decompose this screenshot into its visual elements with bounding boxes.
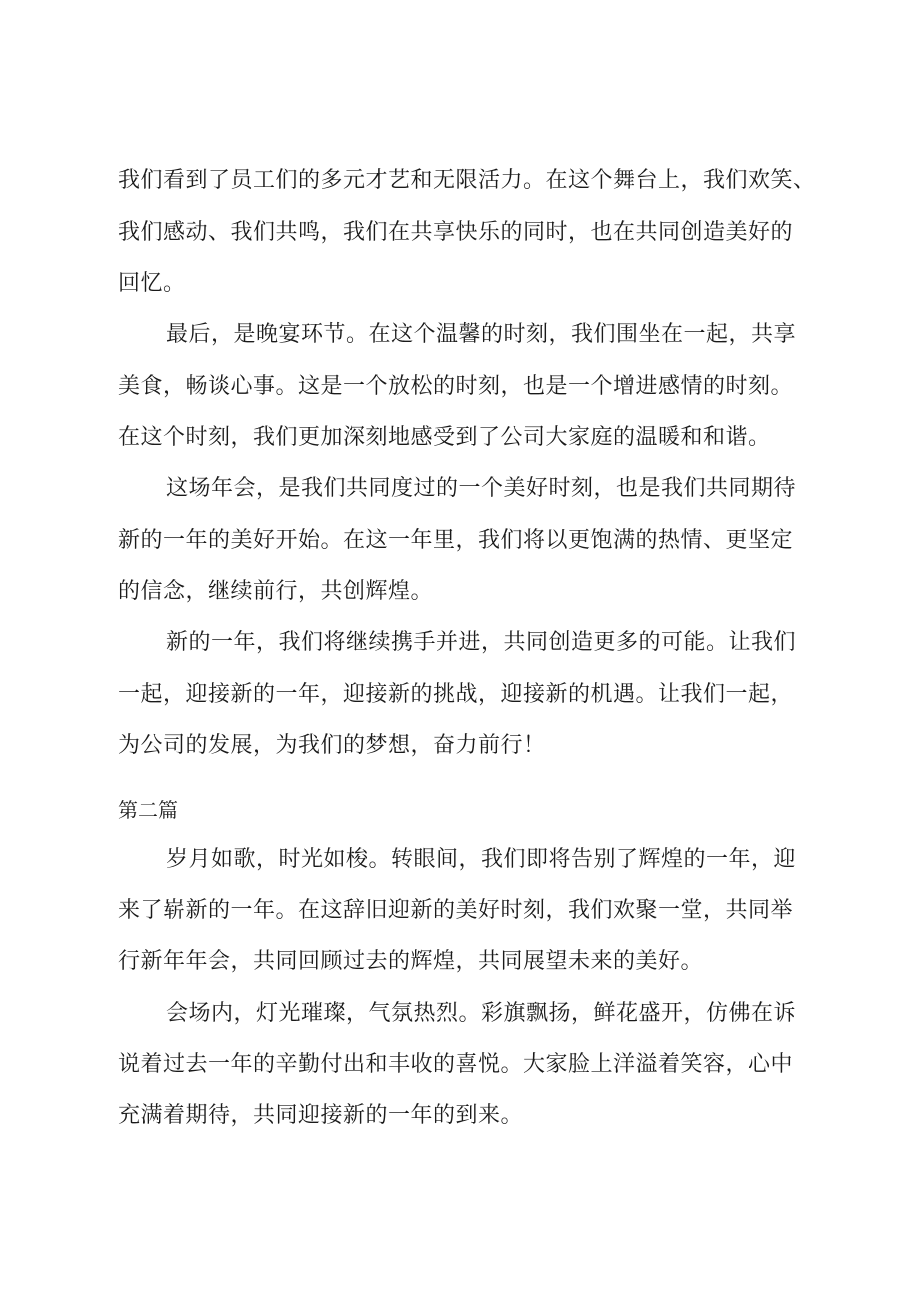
paragraph-line: 新的一年的美好开始。在这一年里，我们将以更饱满的热情、更坚定 [118,528,794,553]
paragraph-line: 会场内，灯光璀璨，气氛热烈。彩旗飘扬，鲜花盛开，仿佛在诉 [166,1001,797,1026]
paragraph-line: 充满着期待，共同迎接新的一年的到来。 [118,1103,524,1128]
paragraph-line: 新的一年，我们将继续携手并进，共同创造更多的可能。让我们 [166,630,797,655]
paragraph-line: 美食，畅谈心事。这是一个放松的时刻，也是一个增进感情的时刻。 [118,374,794,399]
paragraph-line: 这场年会，是我们共同度过的一个美好时刻，也是我们共同期待 [166,476,797,501]
paragraph-line: 我们看到了员工们的多元才艺和无限活力。在这个舞台上，我们欢笑、 [118,168,816,193]
paragraph-line: 在这个时刻，我们更加深刻地感受到了公司大家庭的温暖和和谐。 [118,425,771,450]
section-heading: 第二篇 [118,798,178,822]
paragraph-line: 来了崭新的一年。在这辞旧迎新的美好时刻，我们欢聚一堂，共同举 [118,898,794,923]
paragraph-line: 一起，迎接新的一年，迎接新的挑战，迎接新的机遇。让我们一起， [118,682,794,707]
paragraph-line: 回忆。 [118,271,186,296]
paragraph-line: 为公司的发展，为我们的梦想，奋力前行！ [118,733,546,758]
paragraph-line: 说着过去一年的辛勤付出和丰收的喜悦。大家脸上洋溢着笑容，心中 [118,1052,794,1077]
paragraph-line: 行新年年会，共同回顾过去的辉煌，共同展望未来的美好。 [118,949,704,974]
paragraph-line: 我们感动、我们共鸣，我们在共享快乐的同时，也在共同创造美好的 [118,220,794,245]
paragraph-line: 岁月如歌，时光如梭。转眼间，我们即将告别了辉煌的一年，迎 [166,847,797,872]
paragraph-line: 最后，是晚宴环节。在这个温馨的时刻，我们围坐在一起，共享 [166,322,797,347]
paragraph-line: 的信念，继续前行，共创辉煌。 [118,579,434,604]
